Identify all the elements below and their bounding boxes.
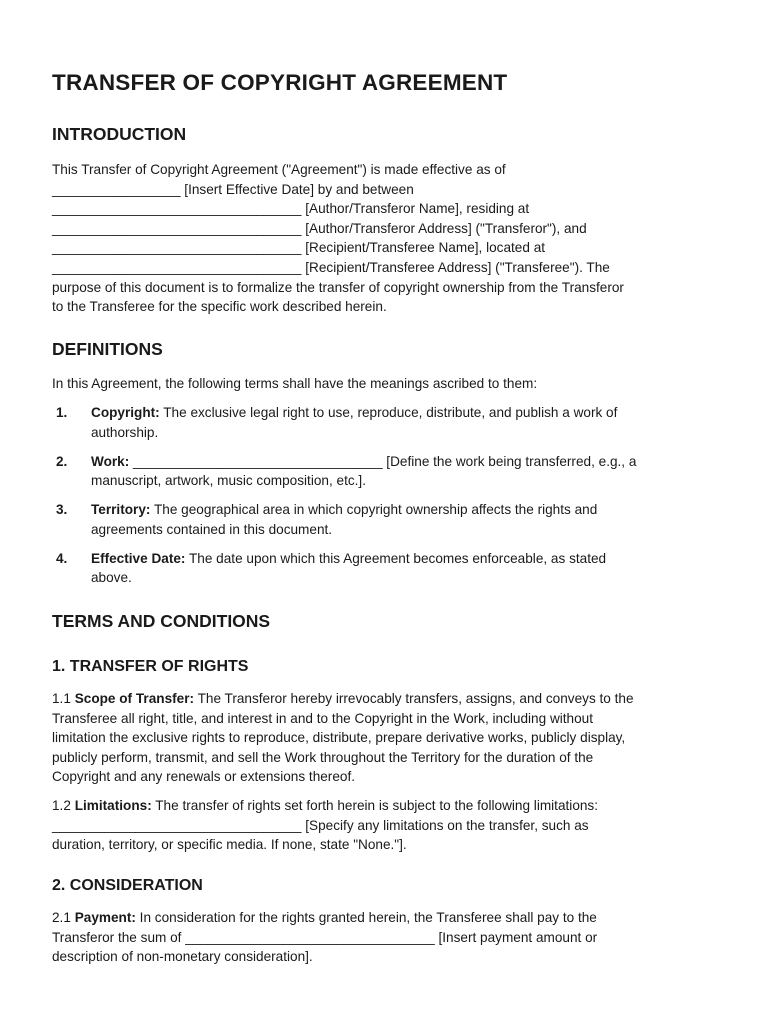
- clause-text: The transfer of rights set forth herein is subject to the following limitations:: [151, 798, 599, 813]
- definitions-intro: In this Agreement, the following terms shall have the meanings ascribed to them:: [52, 376, 538, 391]
- clause-label: Scope of Transfer:: [74, 691, 195, 706]
- definition-number: 3.: [56, 502, 68, 518]
- definition-number: 2.: [56, 453, 68, 469]
- clause-text: limitation the exclusive rights to reproduce, distribute, prepare derivative works, publicly display,: [52, 730, 626, 746]
- intro-line: _________________________________ [Author/Transferor Address] ("Transferor"), and: [52, 220, 587, 236]
- section-1-heading: 1. TRANSFER OF RIGHTS: [52, 658, 249, 675]
- intro-line: to the Transferee for the specific work described herein.: [52, 299, 387, 315]
- clause-label: Limitations:: [74, 798, 152, 813]
- clause-number: 1.1: [52, 691, 75, 706]
- clause-text: _________________________________ [Specify any limitations on the transfer, such as: [52, 817, 589, 833]
- section-1-1-paragraph: [52, 689, 722, 787]
- introduction-heading: INTRODUCTION: [52, 124, 187, 144]
- definition-text: The exclusive legal right to use, reproduce, distribute, and publish a work of: [159, 405, 618, 420]
- clause-text: Copyright and any renewals or extensions thereof.: [52, 769, 356, 785]
- intro-line: _________________ [Insert Effective Date] by and between: [52, 181, 414, 197]
- definition-term: Territory:: [91, 502, 151, 518]
- section-1-2-paragraph: [52, 796, 722, 855]
- definition-term: Effective Date:: [91, 550, 186, 566]
- definition-item: [52, 452, 722, 491]
- definition-text: The date upon which this Agreement becomes enforceable, as stated: [185, 550, 607, 566]
- definition-text: authorship.: [91, 424, 159, 440]
- introduction-paragraph: [52, 160, 722, 317]
- definition-text: _________________________________ [Define the work being transferred, e.g., a: [129, 453, 637, 469]
- clause-text: Transferee all right, title, and interest in and to the Copyright in the Work, including without: [52, 710, 594, 726]
- clause-label: Payment:: [74, 910, 136, 925]
- definition-number: 4.: [56, 550, 68, 566]
- definition-text: The geographical area in which copyright ownership affects the rights and: [150, 502, 598, 518]
- definition-term: Work:: [91, 453, 130, 469]
- definition-item: [52, 403, 722, 442]
- clause-text: duration, territory, or specific media. If none, state "None."].: [52, 837, 407, 853]
- document-title: TRANSFER OF COPYRIGHT AGREEMENT: [52, 70, 508, 95]
- section-2-1-paragraph: [52, 908, 722, 967]
- intro-line: purpose of this document is to formalize the transfer of copyright ownership from the Transferor: [52, 279, 624, 295]
- clause-number: 2.1: [52, 910, 75, 925]
- intro-line: This Transfer of Copyright Agreement ("Agreement") is made effective as of: [52, 162, 506, 177]
- clause-text: Transferor the sum of _________________________________ [Insert payment amount or: [52, 929, 598, 945]
- clause-text: publicly perform, transmit, and sell the Work throughout the Territory for the duration of the: [52, 749, 594, 765]
- definition-text: above.: [91, 570, 132, 586]
- definition-item: [52, 549, 722, 588]
- clause-number: 1.2: [52, 798, 75, 813]
- definition-term: Copyright:: [91, 405, 160, 420]
- definition-text: agreements contained in this document.: [91, 521, 333, 537]
- definition-item: [52, 500, 722, 539]
- definitions-heading: DEFINITIONS: [52, 339, 163, 359]
- intro-line: _________________________________ [Author/Transferor Name], residing at: [52, 201, 530, 217]
- definitions-list: [52, 403, 722, 597]
- definition-number: 1.: [56, 405, 68, 420]
- section-2-heading: 2. CONSIDERATION: [52, 877, 203, 894]
- clause-text: The Transferor hereby irrevocably transfers, assigns, and conveys to the: [194, 691, 634, 706]
- clause-text: description of non-monetary consideration].: [52, 949, 313, 965]
- intro-line: _________________________________ [Recipient/Transferee Address] ("Transferee"). The: [52, 259, 610, 275]
- intro-line: _________________________________ [Recipient/Transferee Name], located at: [52, 240, 546, 256]
- terms-heading: TERMS AND CONDITIONS: [52, 611, 271, 631]
- clause-text: In consideration for the rights granted herein, the Transferee shall pay to the: [135, 910, 597, 925]
- definition-text: manuscript, artwork, music composition, etc.].: [91, 473, 366, 489]
